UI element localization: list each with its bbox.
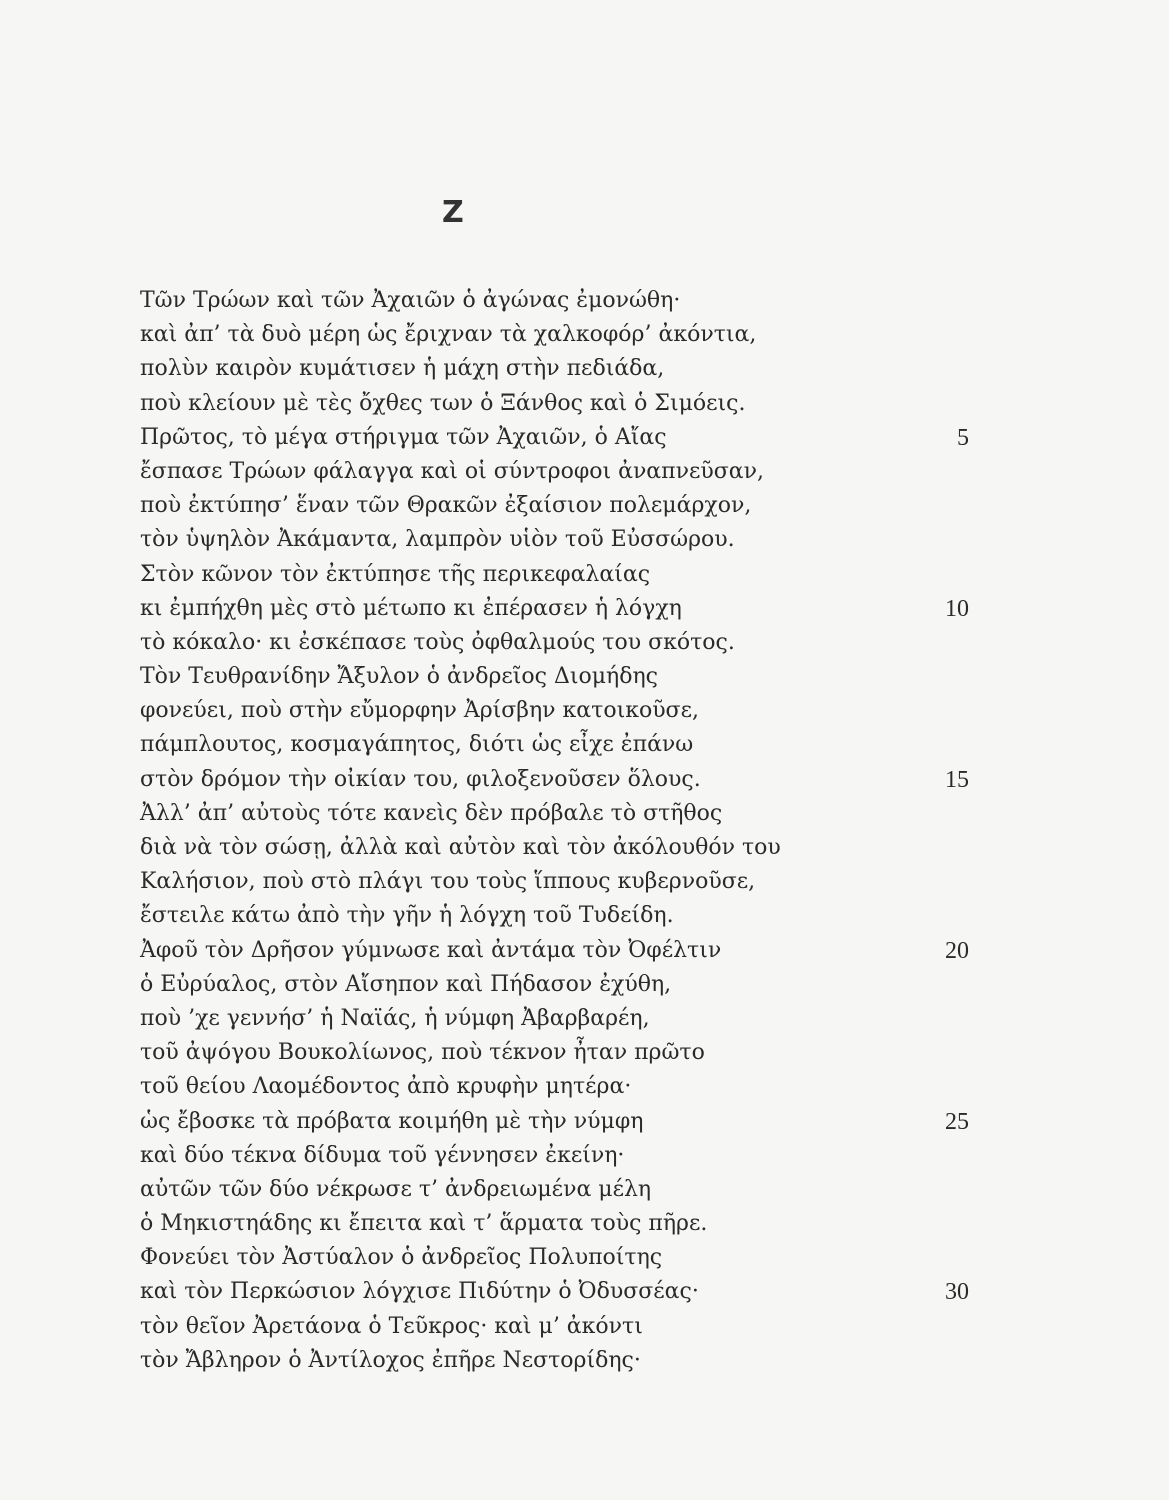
verse-line	[0, 318, 1169, 352]
verse-line	[0, 1070, 1169, 1104]
verse-line	[0, 934, 1169, 968]
line-number: 5	[957, 424, 969, 451]
verse-text: Φονεύει τὸν Ἀστύαλον ὁ ἀνδρεῖος Πολυποίτης	[140, 1245, 663, 1271]
verse-text: στὸν δρόμον τὴν οἰκίαν του, φιλοξενοῦσεν ὅλους.	[140, 766, 701, 792]
verse-text: Τὸν Τευθρανίδην Ἄξυλον ὁ ἀνδρεῖος Διομήδης	[140, 664, 658, 690]
verse-text: τὸν Ἄβληρον ὁ Ἀντίλοχος ἐπῆρε Νεστορίδης·	[140, 1347, 641, 1373]
verse-text: κι ἐμπήχθη μὲς στὸ μέτωπο κι ἐπέρασεν ἡ λόγχη	[140, 595, 682, 621]
verse-text: τὸ κόκαλο· κι ἐσκέπασε τοὺς ὀφθαλμούς του σκότος.	[140, 629, 735, 655]
verse-line	[0, 865, 1169, 899]
verse-line	[0, 694, 1169, 728]
verse-text: ἔστειλε κάτω ἀπὸ τὴν γῆν ἡ λόγχη τοῦ Τυδείδη.	[140, 903, 674, 929]
verse-text: φονεύει, ποὺ στὴν εὔμορφην Ἀρίσβην κατοικοῦσε,	[140, 698, 699, 724]
line-number: 25	[945, 1108, 969, 1135]
verse-line	[0, 284, 1169, 318]
verse-line	[0, 660, 1169, 694]
verse-text: ποὺ ’χε γεννήσ’ ἡ Ναϊάς, ἡ νύμφη Ἀβαρβαρέη,	[140, 1005, 650, 1031]
verse-line	[0, 899, 1169, 933]
verse-text: ὡς ἔβοσκε τὰ πρόβατα κοιμήθη μὲ τὴν νύμφη	[140, 1108, 644, 1134]
verse-text: ὁ Μηκιστηάδης κι ἔπειτα καὶ τ’ ἅρματα τοὺς πῆρε.	[140, 1211, 708, 1237]
verse-line	[0, 489, 1169, 523]
line-number: 10	[945, 595, 969, 622]
verse-text: τοῦ ἀψόγου Βουκολίωνος, ποὺ τέκνον ἦταν πρῶτο	[140, 1040, 705, 1066]
verse-line	[0, 968, 1169, 1002]
book-letter: Z	[442, 195, 464, 230]
verse-text: αὐτῶν τῶν δύο νέκρωσε τ’ ἀνδρειωμένα μέλη	[140, 1176, 652, 1202]
verse-text: Πρῶτος, τὸ μέγα στήριγμα τῶν Ἀχαιῶν, ὁ Αἴας	[140, 424, 667, 450]
verse-text: Ἀφοῦ τὸν Δρῆσον γύμνωσε καὶ ἀντάμα τὸν Ὀφέλτιν	[140, 937, 722, 963]
verse-line	[0, 626, 1169, 660]
verse-line	[0, 763, 1169, 797]
verse-line	[0, 1139, 1169, 1173]
verse-text: Τῶν Τρώων καὶ τῶν Ἀχαιῶν ὁ ἀγώνας ἐμονώθη·	[140, 288, 681, 313]
verse-line	[0, 1275, 1169, 1309]
verse-text: Καλήσιον, ποὺ στὸ πλάγι του τοὺς ἵππους κυβερνοῦσε,	[140, 869, 756, 895]
line-number: 30	[945, 1279, 969, 1306]
verse-text: πάμπλουτος, κοσμαγάπητος, διότι ὡς εἶχε ἐπάνω	[140, 732, 694, 758]
verse-text: ποὺ ἐκτύπησ’ ἕναν τῶν Θρακῶν ἐξαίσιον πολεμάρχον,	[140, 493, 752, 519]
verse-line	[0, 1036, 1169, 1070]
verse-text: Ἀλλ’ ἀπ’ αὐτοὺς τότε κανεὶς δὲν πρόβαλε τὸ στῆθος	[140, 800, 723, 826]
verse-text: καὶ ἀπ’ τὰ δυὸ μέρη ὡς ἔριχναν τὰ χαλκοφόρ’ ἀκόντια,	[140, 322, 757, 348]
verse-line	[0, 1173, 1169, 1207]
verse-text: ποὺ κλείουν μὲ τὲς ὄχθες των ὁ Ξάνθος καὶ ὁ Σιμόεις.	[140, 390, 746, 416]
verse-text: τοῦ θείου Λαομέδοντος ἀπὸ κρυφὴν μητέρα·	[140, 1074, 632, 1100]
verse-line	[0, 1002, 1169, 1036]
line-number: 20	[945, 937, 969, 964]
verse-line	[0, 728, 1169, 762]
verse-list	[0, 284, 1169, 1378]
verse-line	[0, 592, 1169, 626]
verse-text: τὸν θεῖον Ἀρετάονα ὁ Τεῦκρος· καὶ μ’ ἀκόντι	[140, 1313, 643, 1339]
verse-line	[0, 1344, 1169, 1378]
verse-text: ὁ Εὐρύαλος, στὸν Αἴσηπον καὶ Πήδασον ἐχύθη,	[140, 971, 672, 997]
verse-text: καὶ δύο τέκνα δίδυμα τοῦ γέννησεν ἐκείνη·	[140, 1142, 625, 1168]
verse-line	[0, 455, 1169, 489]
verse-line	[0, 797, 1169, 831]
verse-text: διὰ νὰ τὸν σώσῃ, ἀλλὰ καὶ αὐτὸν καὶ τὸν ἀκόλουθόν του	[140, 835, 781, 860]
verse-line	[0, 421, 1169, 455]
verse-line	[0, 1105, 1169, 1139]
verse-text: ἔσπασε Τρώων φάλαγγα καὶ οἱ σύντροφοι ἀναπνεῦσαν,	[140, 458, 765, 484]
verse-text: Στὸν κῶνον τὸν ἐκτύπησε τῆς περικεφαλαίας	[140, 561, 651, 587]
verse-line	[0, 1310, 1169, 1344]
verse-line	[0, 1241, 1169, 1275]
verse-line	[0, 1207, 1169, 1241]
verse-text: τὸν ὑψηλὸν Ἀκάμαντα, λαμπρὸν υἱὸν τοῦ Εὐσσώρου.	[140, 527, 735, 553]
verse-line	[0, 352, 1169, 386]
verse-line	[0, 523, 1169, 557]
verse-line	[0, 831, 1169, 865]
verse-line	[0, 558, 1169, 592]
verse-text: καὶ τὸν Περκώσιον λόγχισε Πιδύτην ὁ Ὀδυσσέας·	[140, 1279, 699, 1305]
verse-text: πολὺν καιρὸν κυμάτισεν ἡ μάχη στὴν πεδιάδα,	[140, 356, 665, 382]
verse-line	[0, 387, 1169, 421]
line-number: 15	[945, 766, 969, 793]
